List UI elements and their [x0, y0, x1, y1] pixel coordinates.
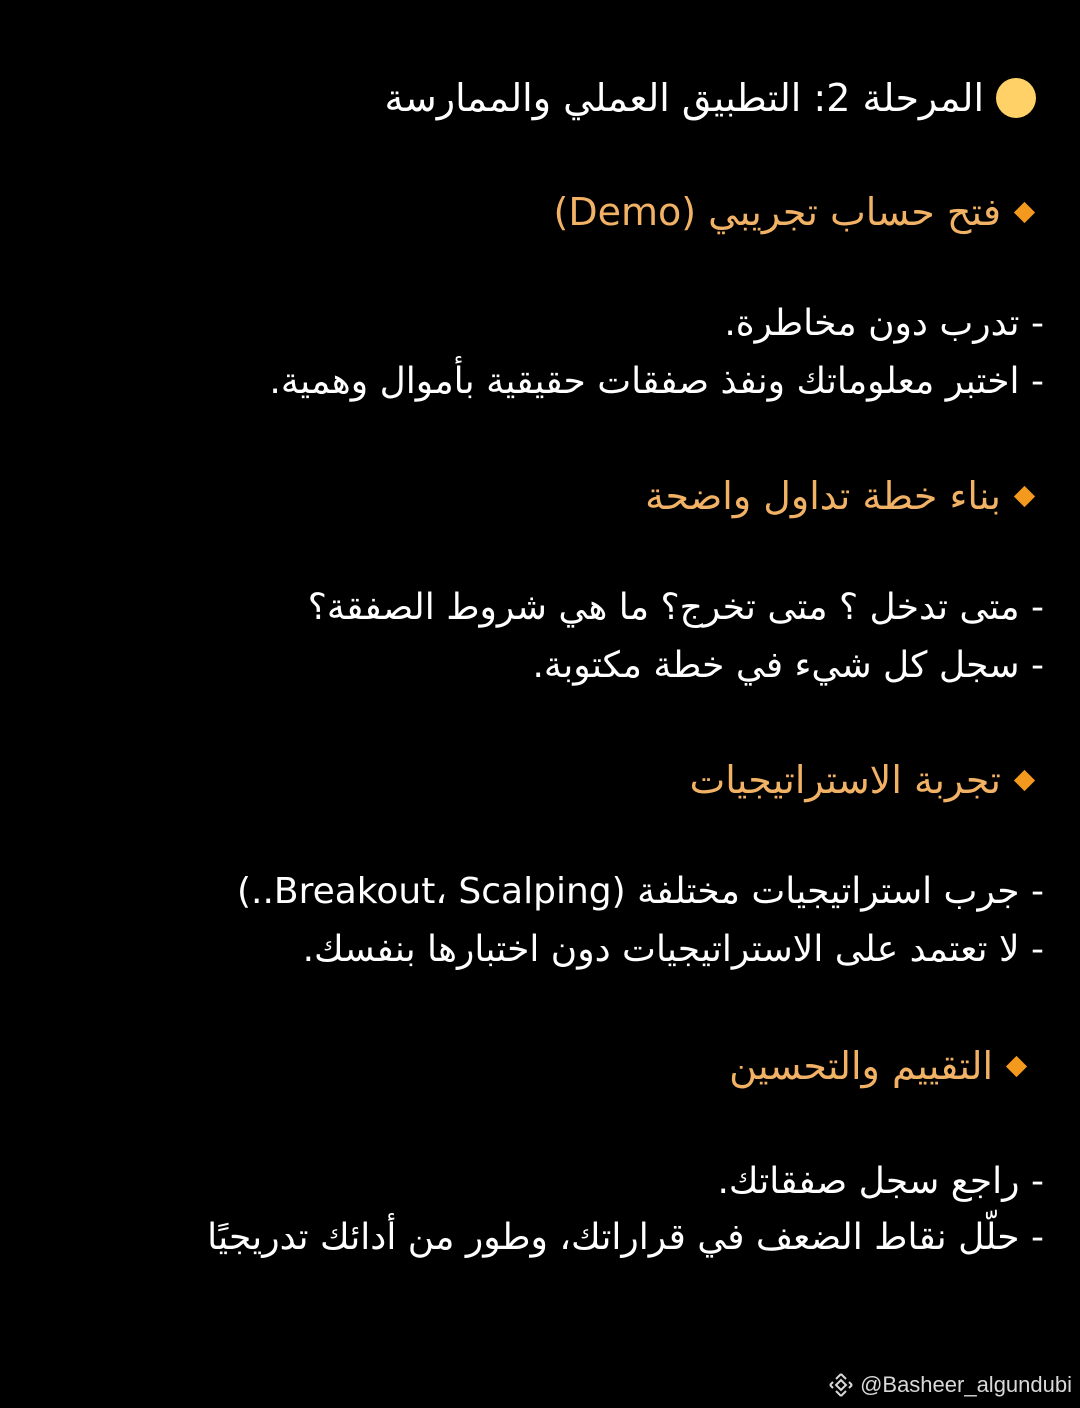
- section-heading-text: تجربة الاستراتيجيات: [689, 758, 1001, 802]
- author-watermark: [828, 1372, 1072, 1398]
- section-heading-strategies: [689, 754, 1032, 806]
- yellow-circle-icon: [996, 78, 1036, 118]
- section-heading-evaluation: [729, 1040, 1024, 1092]
- orange-diamond-icon: [1006, 1055, 1027, 1076]
- orange-diamond-icon: [1014, 201, 1035, 222]
- page-title-text: المرحلة 2: التطبيق العملي والممارسة: [384, 76, 984, 120]
- list-item: - جرب استراتيجيات مختلفة (Breakout، Scalping..): [236, 871, 1044, 912]
- section-heading-text: التقييم والتحسين: [729, 1044, 993, 1088]
- list-item: - متى تدخل ؟ متى تخرج؟ ما هي شروط الصفقة؟: [307, 587, 1044, 628]
- binance-logo-icon: [828, 1372, 854, 1398]
- section-heading-demo: [554, 186, 1033, 238]
- list-item: - حلّل نقاط الضعف في قراراتك، وطور من أدائك تدريجيًا: [207, 1217, 1044, 1258]
- orange-diamond-icon: [1014, 485, 1035, 506]
- list-item: - تدرب دون مخاطرة.: [724, 303, 1044, 344]
- list-item: - لا تعتمد على الاستراتيجيات دون اختبارها بنفسك.: [302, 929, 1044, 970]
- section-heading-plan: [645, 470, 1032, 522]
- list-item: - راجع سجل صفقاتك.: [717, 1161, 1044, 1202]
- watermark-handle: @Basheer_algundubi: [860, 1372, 1072, 1397]
- section-heading-text: فتح حساب تجريبي (Demo): [553, 190, 1001, 234]
- section-heading-text: بناء خطة تداول واضحة: [645, 474, 1001, 518]
- list-item: - اختبر معلوماتك ونفذ صفقات حقيقية بأموال وهمية.: [269, 361, 1044, 402]
- page-title: [385, 72, 1036, 124]
- list-item: - سجل كل شيء في خطة مكتوبة.: [532, 645, 1044, 686]
- orange-diamond-icon: [1014, 769, 1035, 790]
